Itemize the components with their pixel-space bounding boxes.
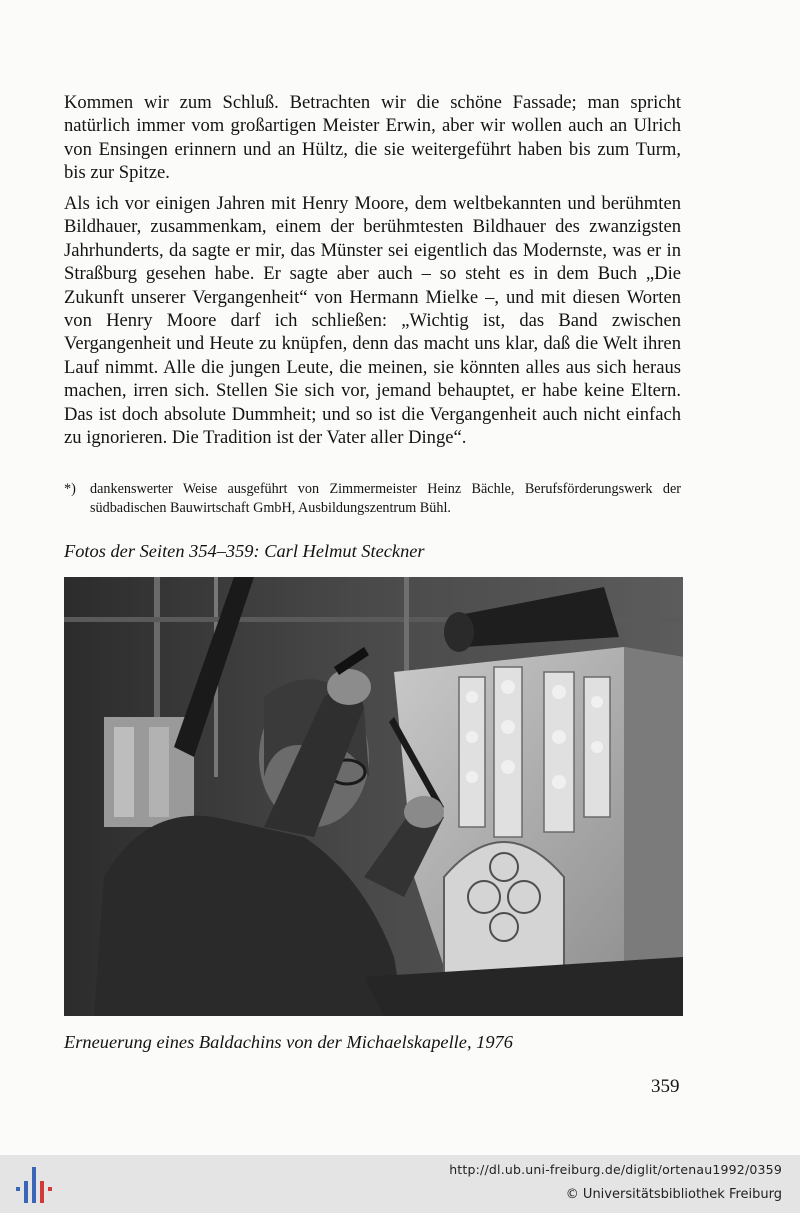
- paragraph: Als ich vor einigen Jahren mit Henry Moore, dem weltbekannten und berühmten Bildhauer, zusammenkam, einem der berühmtesten Bildhauer des zwanzigsten Jahrhunderts, da sagte er mir, das Münster sei eigentlich das Modernste, was er in Straßburg gesehen habe. Er sagte aber auch – so steht es in dem Buch „Die Zukunft unserer Vergangenheit“ von Hermann Mielke –, und mit diesen Worten von Henry Moore darf ich schließen: „Wichtig ist, das Band zwischen Vergangenheit und Heute zu knüpfen, denn das macht uns klar, daß die Welt ihren Lauf nimmt. Alle die jungen Leute, die meinen, sie könnten alles aus sich heraus machen, irren sich. Stellen Sie sich vor, jemand behauptet, er habe keine Eltern. Das ist doch absolute Dummheit; und so ist die Vergangenheit auch nicht einfach zu ignorieren. Die Tradition ist der Vater aller Dinge“.: [64, 193, 681, 449]
- footnote-mark: *): [64, 481, 76, 497]
- photo-caption: Erneuerung eines Baldachins von der Michaelskapelle, 1976: [64, 1032, 513, 1052]
- body-text-paragraph-1: [64, 91, 681, 185]
- footnote-text: dankenswerter Weise ausgeführt von Zimmermeister Heinz Bächle, Berufsförderungswerk der südbadischen Bauwirtschaft GmbH, Ausbildungszentrum Bühl.: [90, 481, 681, 516]
- document-url-link[interactable]: http://dl.ub.uni-freiburg.de/diglit/ortenau1992/0359: [449, 1162, 782, 1177]
- stonemason-photo-illustration: [64, 577, 683, 1016]
- page-number: 359: [651, 1076, 680, 1097]
- copyright-text: © Universitätsbibliothek Freiburg: [565, 1187, 782, 1202]
- body-text-paragraph-2: [64, 192, 681, 449]
- footnote: [64, 480, 681, 518]
- photograph: [64, 577, 683, 1016]
- photo-credit: Fotos der Seiten 354–359: Carl Helmut Steckner: [64, 541, 425, 561]
- paragraph: Kommen wir zum Schluß. Betrachten wir die schöne Fassade; man spricht natürlich immer vom großartigen Meister Erwin, aber wir wollen auch an Ulrich von Ensingen erinnern und an Hültz, die sie weitergeführt haben bis zum Turm, bis zur Spitze.: [64, 92, 681, 184]
- library-logo-icon: [12, 1163, 52, 1207]
- viewer-footer: [0, 1155, 800, 1213]
